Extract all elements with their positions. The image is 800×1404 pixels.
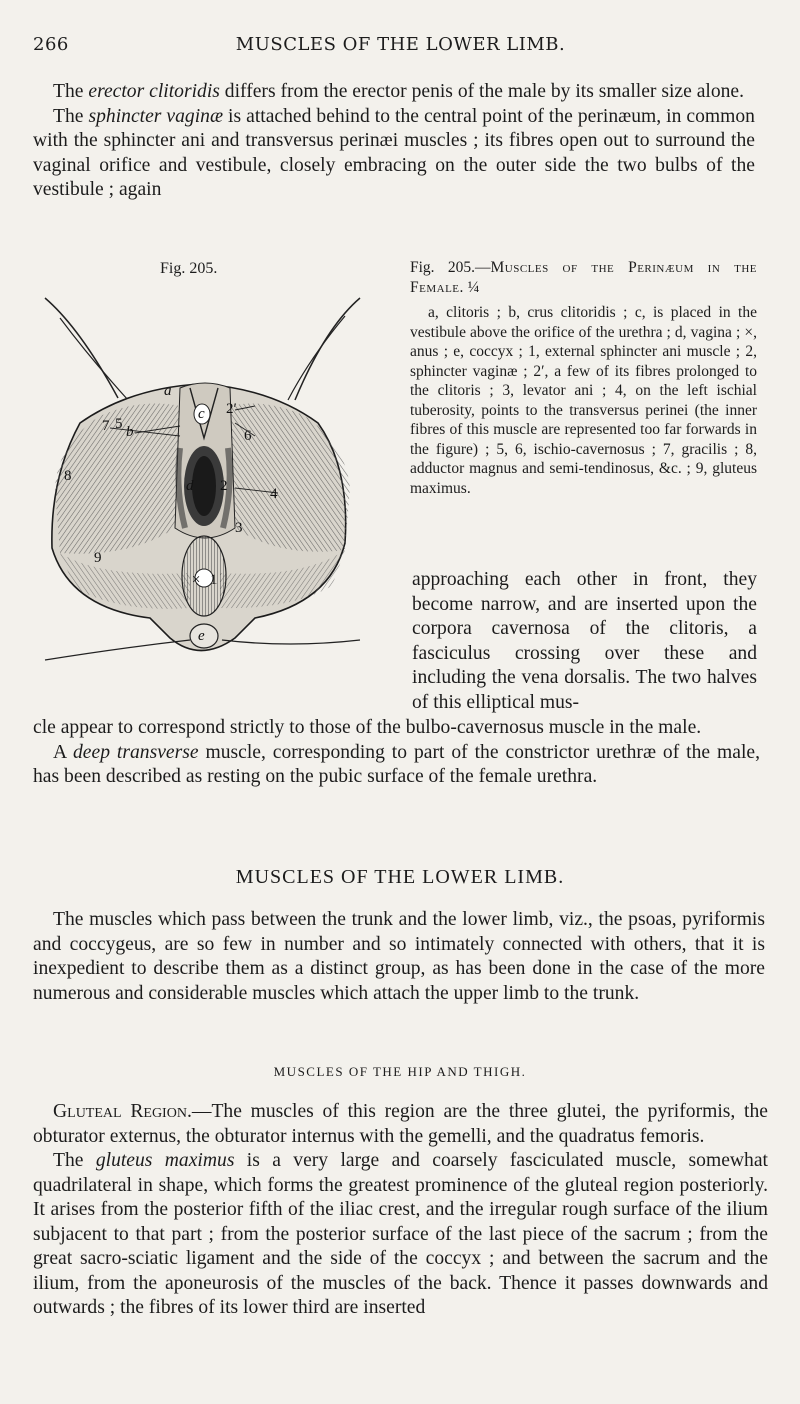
subsection-heading: MUSCLES OF THE HIP AND THIGH.: [273, 1064, 527, 1079]
page-header: [33, 34, 768, 58]
term-sphincter-vaginae: sphincter vaginæ: [88, 105, 224, 127]
figure-label: Fig. 205.: [160, 260, 218, 277]
label-3: 3: [235, 520, 243, 536]
perineum-illustration: [40, 288, 365, 673]
label-c: c: [198, 406, 205, 422]
label-9: 9: [94, 550, 102, 566]
text-block-top: [33, 80, 755, 203]
caption-title: Fig. 205.—Muscles of the Perinæum in the Female. ¼: [410, 259, 757, 296]
label-6: 6: [244, 428, 252, 444]
caption-body: a, clitoris ; b, crus clitoridis ; c, is placed in the vestibule above the orifice of the urethra ; d, vagina ; ×, anus ; e, coccyx ; 1, external sphincter ani muscle ; 2, sphincter vaginæ ; 2′, a few of its fibres prolonged to the clitoris ; 3, levator ani ; 4, on the left ischial tuberosity, points to the transversus perinei (the inner fibres of this muscle are represented too far forwards in the figure) ; 5, 6, ischio-cavernosus ; 7, gracilis ; 8, adductor magnus and semi-tendinosus, &c. ; 9, gluteus maximus.: [410, 304, 757, 497]
paragraph-gluteal-region: Gluteal Region.—The muscles of this region are the three glutei, the pyriformis, the obturator externus, the obturator internus with the gemelli, and the quadratus femoris.: [33, 1101, 768, 1147]
paragraph-deep-transverse: A deep transverse muscle, corresponding to part of the constrictor urethræ of the male, has been described as resting on the pubic surface of the female urethra.: [33, 741, 761, 787]
term-deep-transverse: deep transverse: [73, 741, 199, 763]
label-2-prime: 2′: [226, 401, 237, 417]
text-block-gluteal: [33, 1100, 768, 1321]
page-number: 266: [33, 34, 69, 55]
label-7: 7: [102, 418, 110, 434]
label-e: e: [198, 628, 205, 644]
paragraph-erector-clitoridis: The erector clitoridis differs from the erector penis of the male by its smaller size alone.: [53, 81, 745, 102]
label-4: 4: [270, 486, 278, 502]
label-2: 2: [220, 478, 228, 494]
text-block-middle: [33, 716, 760, 790]
term-gluteus-maximus: gluteus maximus: [95, 1150, 235, 1171]
paragraph-approaching: approaching each other in front, they become narrow, and are inserted upon the corpora cavernosa of the clitoris, a fasciculus crossing over these and including the vena dorsalis. The two halves of this elliptical mus-: [412, 569, 757, 713]
text-block-beside-figure: [412, 568, 757, 715]
figure-caption: [410, 258, 757, 498]
text-block-intro: [33, 908, 765, 1006]
section-heading: MUSCLES OF THE LOWER LIMB.: [235, 866, 565, 888]
term-erector-clitoridis: erector clitoridis: [88, 81, 220, 102]
label-1: 1: [210, 572, 218, 588]
paragraph-lower-limb-intro: The muscles which pass between the trunk and the lower limb, viz., the psoas, pyriformis and coccygeus, are so few in number and so intimately connected with others, that it is inexpedient to describe them as a distinct group, as has been done in the case of the more numerous and considerable muscles which attach the upper limb to the trunk.: [33, 909, 765, 1004]
gluteal-region-lead: Gluteal Region.: [53, 1101, 192, 1122]
label-8: 8: [64, 468, 72, 484]
label-x: ×: [192, 572, 201, 588]
paragraph-continuation: cle appear to correspond strictly to those of the bulbo-cavernosus muscle in the male.: [33, 717, 702, 738]
paragraph-gluteus-maximus: The gluteus maximus is a very large and coarsely fasciculated muscle, somewhat quadrilateral in shape, which forms the greatest prominence of the gluteal region posteriorly. It arises from the posterior fifth of the iliac crest, and the irregular rough surface of the ilium subjacent to that part ; from the posterior surface of the last piece of the sacrum ; from the great sacro-sciatic ligament and the side of the coccyx ; and between the sacrum and the ilium, from the aponeurosis of the muscles of the back. Thence it passes downwards and outwards ; the fibres of its lower third are inserted: [33, 1150, 768, 1318]
paragraph-sphincter-vaginae: The sphincter vaginæ is attached behind to the central point of the perinæum, in common with the sphincter ani and transversus perinæi muscles ; its fibres open out to surround the vaginal orifice and vestibule, closely embracing on the outer side the two bulbs of the vestibule ; again: [33, 105, 755, 200]
label-b: b: [126, 424, 134, 440]
running-title: MUSCLES OF THE LOWER LIMB.: [235, 34, 566, 55]
label-a: a: [164, 383, 172, 399]
label-5: 5: [115, 416, 123, 432]
label-d: d: [186, 478, 194, 494]
